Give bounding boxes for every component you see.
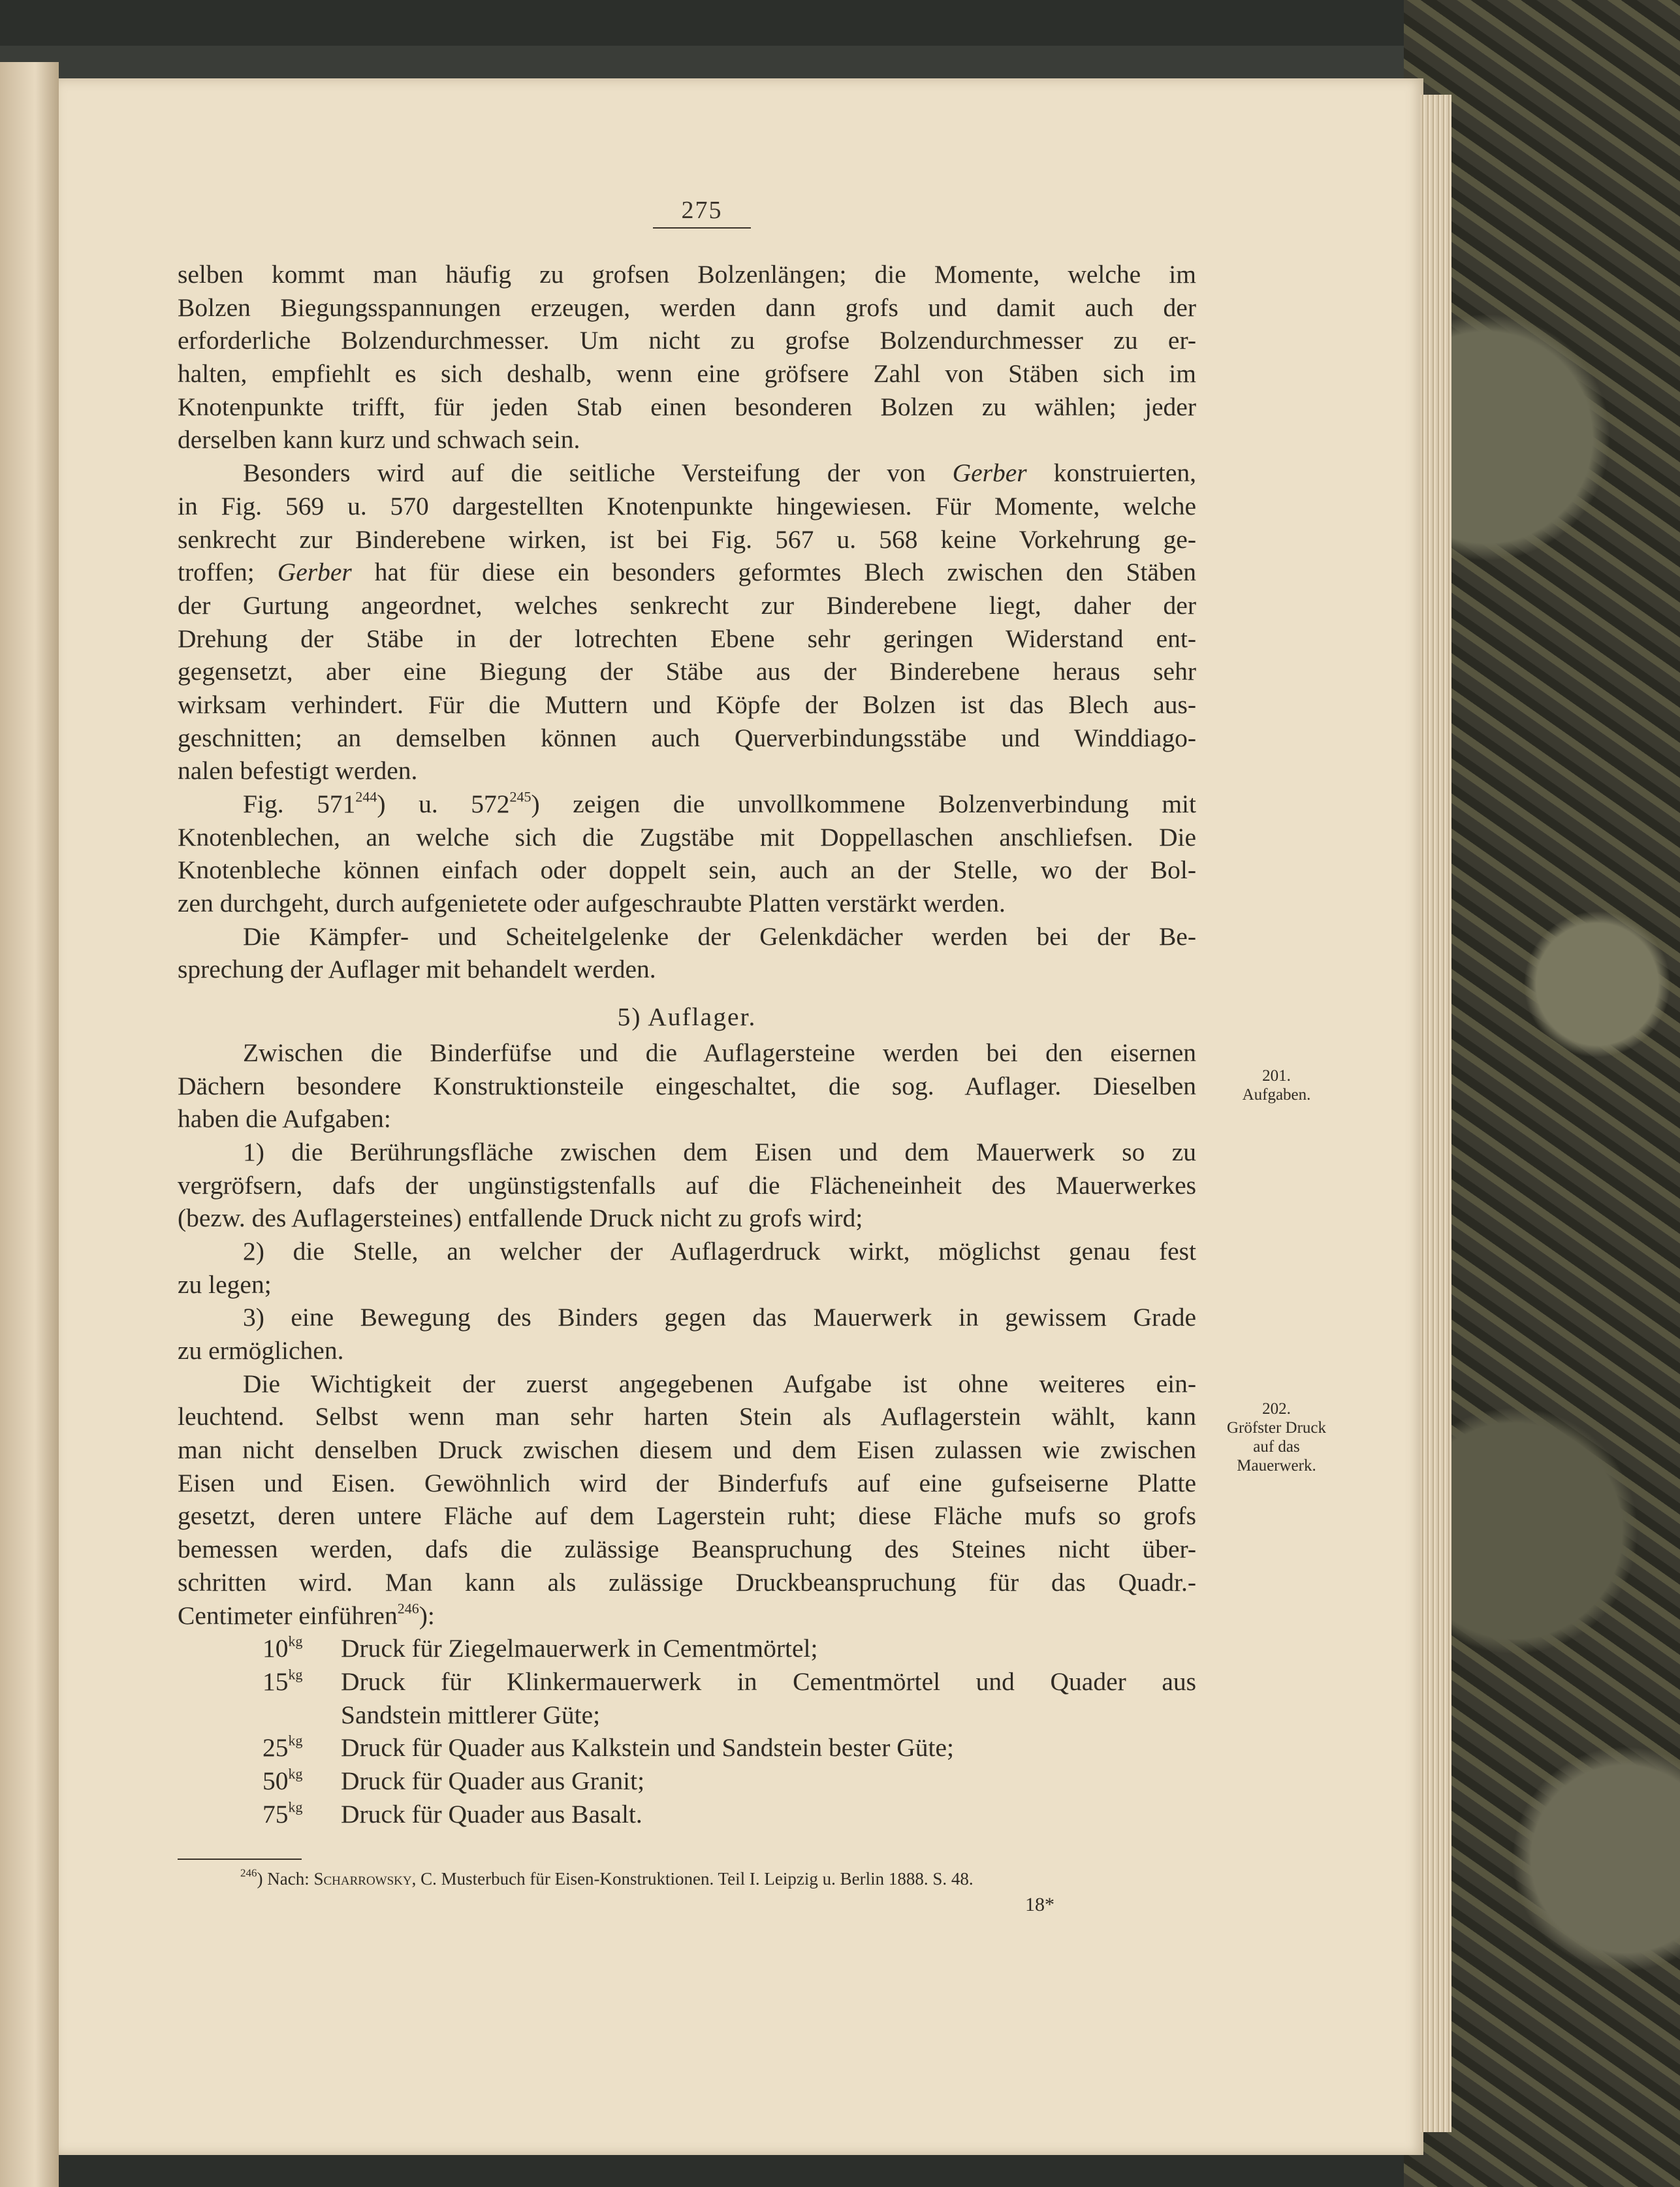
text-line: Centimeter einführen$^{246}$): [178, 1600, 435, 1630]
text-line: bemessen werden, dafs die zulässige Beanspruchung des Steines nicht über- [178, 1535, 1196, 1564]
text-line: troffen; Gerber hat für diese ein besonders geformtes Blech zwischen den Stäben [178, 558, 1196, 587]
main-text [178, 258, 1196, 1830]
pressure-item [262, 1665, 1196, 1731]
text-line: leuchtend. Selbst wenn man sehr harten Stein als Auflagerstein wählt, kann [178, 1402, 1196, 1431]
section-heading: 5) Auflager. [617, 1002, 757, 1032]
pressure-item [262, 1764, 1196, 1798]
pressure-value: $50^{kg}$ [262, 1765, 303, 1795]
text-line: der Gurtung angeordnet, welches senkrecht zur Binderebene liegt, daher der [178, 590, 1196, 620]
pressure-value: $10^{kg}$ [262, 1633, 303, 1663]
text-line: sprechung der Auflager mit behandelt werden. [178, 955, 656, 984]
text-line: zu ermöglichen. [178, 1336, 344, 1365]
pressure-item [262, 1632, 1196, 1665]
text-line: zu legen; [178, 1269, 272, 1299]
text-line: Zwischen die Binderfüfse und die Auflagersteine werden bei den eisernen [243, 1038, 1196, 1067]
text-line: Die Kämpfer- und Scheitelgelenke der Gelenkdächer werden bei der Be- [243, 921, 1196, 951]
text-line: Knotenpunkte trifft, für jeden Stab einen besonderen Bolzen zu wählen; jeder [178, 392, 1196, 421]
pressure-text: Druck für Klinkermauerwerk in Cementmörtel und Quader aus [341, 1667, 1196, 1696]
pressure-value: $15^{kg}$ [262, 1666, 303, 1696]
text-line: halten, empfiehlt es sich deshalb, wenn eine gröfsere Zahl von Stäben sich im [178, 359, 1196, 389]
text-line: haben die Aufgaben: [178, 1104, 391, 1134]
pressure-text: Druck für Quader aus Granit; [341, 1766, 645, 1795]
text-line: gegensetzt, aber eine Biegung der Stäbe aus der Binderebene heraus sehr [178, 657, 1196, 686]
text-line: 2) die Stelle, an welcher der Auflagerdruck wirkt, möglichst genau fest [243, 1236, 1196, 1266]
text-line: Knotenblechen, an welche sich die Zugstäbe mit Doppellaschen anschliefsen. Die [178, 822, 1196, 852]
pressure-item [262, 1798, 1196, 1831]
pressure-text: Sandstein mittlerer Güte; [341, 1700, 601, 1729]
left-page-edge [0, 62, 59, 2187]
marginal-note: 202. Gröfster Druck auf das Mauerwerk. [1226, 1400, 1327, 1475]
pressure-value: $25^{kg}$ [262, 1732, 303, 1763]
text-line: in Fig. 569 u. 570 dargestellten Knotenpunkte hingewiesen. Für Momente, welche [178, 491, 1196, 520]
list-item [178, 1301, 1196, 1367]
pressure-text: Druck für Ziegelmauerwerk in Cementmörtel; [341, 1634, 818, 1663]
list-item [178, 1235, 1196, 1301]
text-line: Dächern besondere Konstruktionsteile eingeschaltet, die sog. Auflager. Dieselben [178, 1071, 1196, 1100]
text-line: Die Wichtigkeit der zuerst angegebenen Aufgabe ist ohne weiteres ein- [243, 1369, 1196, 1398]
page-number: 275 [653, 196, 751, 229]
text-line: zen durchgeht, durch aufgenietete oder aufgeschraubte Platten verstärkt werden. [178, 889, 1006, 918]
text-line: Fig. $571^{244}$) u. $572^{245}$) zeigen die unvollkommene Bolzenverbindung mit [243, 788, 1196, 818]
text-line: nalen befestigt werden. [178, 756, 418, 786]
text-line: Eisen und Eisen. Gewöhnlich wird der Binderfufs auf eine gufseiserne Platte [178, 1468, 1196, 1497]
signature-mark: 18* [1025, 1894, 1054, 1915]
pressure-value: $75^{kg}$ [262, 1798, 303, 1828]
paragraph [178, 920, 1196, 986]
marginal-note: 201. Aufgaben. [1242, 1067, 1311, 1104]
text-line: gesetzt, deren untere Fläche auf dem Lagerstein ruht; diese Fläche mufs so grofs [178, 1501, 1196, 1531]
text-line: derselben kann kurz und schwach sein. [178, 425, 580, 455]
text-line: (bezw. des Auflagersteines) entfallende Druck nicht zu grofs wird; [178, 1204, 863, 1233]
text-line: 3) eine Bewegung des Binders gegen das Mauerwerk in gewissem Grade [243, 1303, 1196, 1332]
pressure-list [178, 1632, 1196, 1830]
text-line: erforderliche Bolzendurchmesser. Um nicht zu grofse Bolzendurchmesser zu er- [178, 326, 1196, 355]
text-line: Drehung der Stäbe in der lotrechten Ebene sehr geringen Widerstand ent- [178, 624, 1196, 653]
pressure-item [262, 1731, 1196, 1764]
text-line: Bolzen Biegungsspannungen erzeugen, werden dann grofs und damit auch der [178, 293, 1196, 322]
pressure-text: Druck für Quader aus Basalt. [341, 1799, 642, 1828]
footnote-rule [178, 1859, 302, 1860]
footnote: $^{246}$) Nach: Scharrowsky, C. Musterbuch für Eisen-Konstruktionen. Teil I. Leipzig u. Berlin 1888. S. 48. [240, 1866, 974, 1889]
pressure-text: Druck für Quader aus Kalkstein und Sandstein bester Güte; [341, 1733, 954, 1763]
paragraph [178, 1036, 1196, 1136]
paragraph [178, 788, 1196, 920]
paragraph [178, 258, 1196, 456]
footnote-author: Scharrowsky [313, 1869, 412, 1889]
text-line: selben kommt man häufig zu grofsen Bolzenlängen; die Momente, welche im [178, 260, 1196, 289]
text-line: vergröfsern, dafs der ungünstigstenfalls auf die Flächeneinheit des Mauerwerkes [178, 1170, 1196, 1200]
paragraph [178, 1367, 1196, 1633]
list-item [178, 1136, 1196, 1235]
text-line: schritten wird. Man kann als zulässige Druckbeanspruchung für das Quadr.- [178, 1567, 1196, 1597]
paragraph [178, 456, 1196, 788]
text-line: man nicht denselben Druck zwischen diesem und dem Eisen zulassen wie zwischen [178, 1435, 1196, 1465]
text-line: 1) die Berührungsfläche zwischen dem Eisen und dem Mauerwerk so zu [243, 1137, 1196, 1166]
text-line: Besonders wird auf die seitliche Versteifung der von Gerber konstruierten, [243, 458, 1196, 488]
page-edges [1420, 95, 1451, 2132]
text-line: Knotenbleche können einfach oder doppelt sein, auch an der Stelle, wo der Bol- [178, 855, 1196, 885]
text-line: senkrecht zur Binderebene wirken, ist bei Fig. 567 u. 568 keine Vorkehrung ge- [178, 524, 1196, 554]
text-line: geschnitten; an demselben können auch Querverbindungsstäbe und Winddiago- [178, 723, 1196, 752]
text-line: wirksam verhindert. Für die Muttern und Köpfe der Bolzen ist das Blech aus- [178, 690, 1196, 719]
